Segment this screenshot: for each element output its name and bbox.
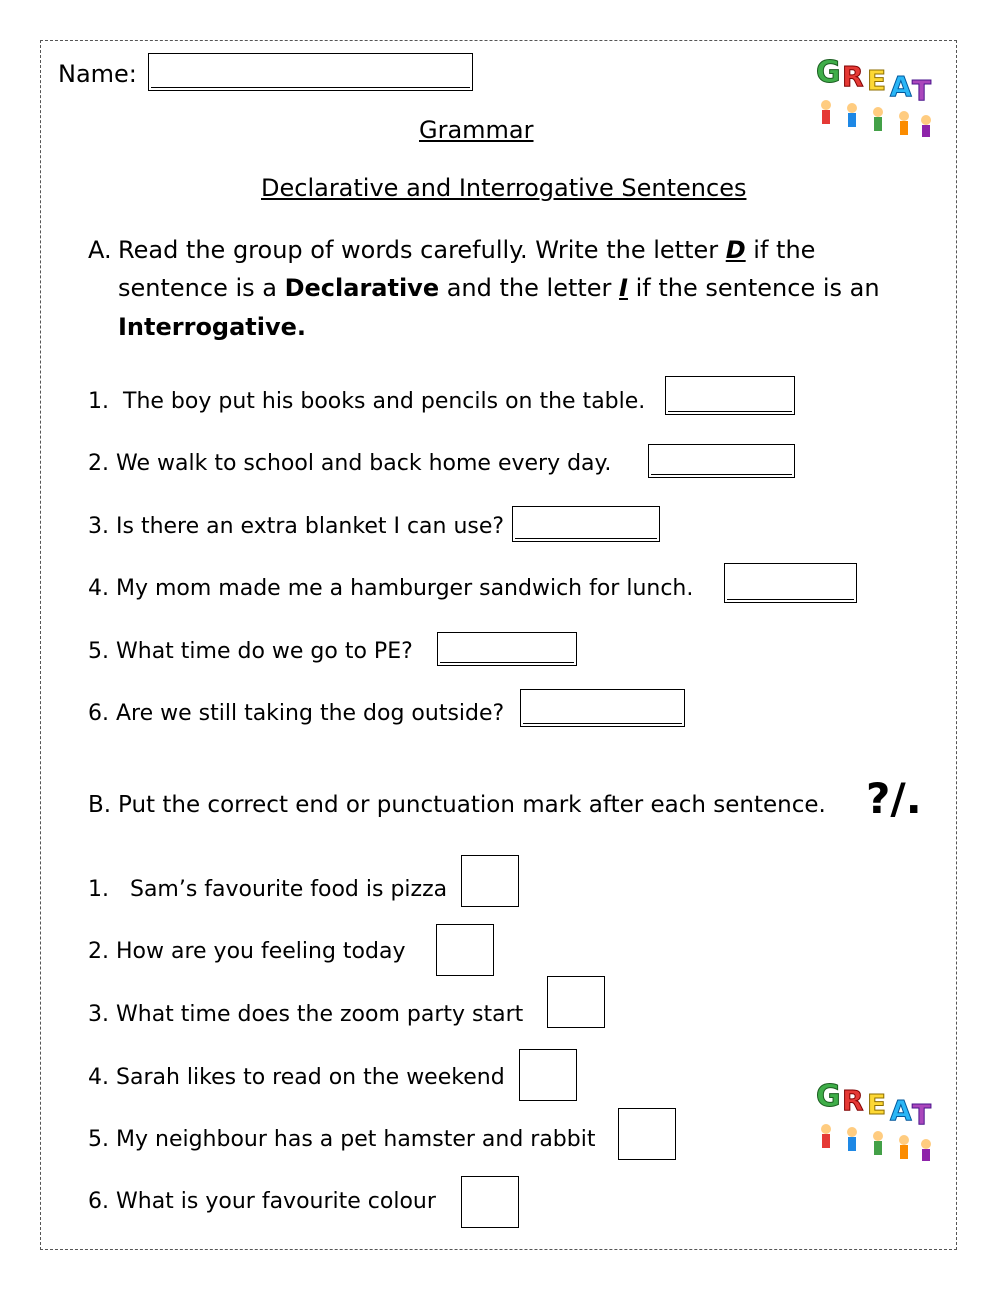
letter-i: I [619, 274, 628, 302]
list-item: 2. We walk to school and back home every day. [88, 451, 612, 476]
list-item: 5. What time do we go to PE? [88, 639, 413, 664]
svg-text:R: R [842, 1084, 864, 1117]
list-item: 4. Sarah likes to read on the weekend [88, 1065, 505, 1090]
answer-box-b5[interactable] [618, 1108, 676, 1160]
interrogative-term: Interrogative. [118, 313, 307, 341]
list-item: 3. What time does the zoom party start [88, 1002, 524, 1027]
name-input[interactable] [148, 53, 473, 91]
section-a-instruction-line2: sentence is a Declarative and the letter I if the sentence is an [118, 274, 880, 302]
svg-text:T: T [912, 74, 932, 107]
list-item: 5. My neighbour has a pet hamster and rabbit [88, 1127, 596, 1152]
section-b-instruction: Put the correct end or punctuation mark after each sentence. [118, 792, 826, 818]
answer-input-a2[interactable] [648, 444, 795, 478]
svg-text:A: A [890, 1094, 912, 1127]
letter-d: D [725, 236, 746, 264]
page-subtitle: Declarative and Interrogative Sentences [261, 174, 747, 202]
list-item: 6. Are we still taking the dog outside? [88, 701, 505, 726]
answer-input-a3[interactable] [512, 506, 660, 542]
list-item: 3. Is there an extra blanket I can use? [88, 514, 505, 539]
svg-text:T: T [912, 1098, 932, 1131]
svg-text:E: E [867, 64, 887, 97]
list-item: 2. How are you feeling today [88, 939, 406, 964]
list-item: 1. Sam’s favourite food is pizza [88, 877, 448, 902]
svg-text:A: A [890, 70, 912, 103]
section-a-marker: A. [88, 236, 112, 264]
svg-text:E: E [867, 1088, 887, 1121]
answer-box-b4[interactable] [519, 1049, 577, 1101]
answer-input-a5[interactable] [437, 632, 577, 666]
svg-text:G: G [816, 1079, 841, 1114]
answer-box-b6[interactable] [461, 1176, 519, 1228]
great-logo [812, 50, 937, 140]
list-item: 1. The boy put his books and pencils on the table. [88, 389, 646, 414]
name-label: Name: [58, 60, 137, 88]
punctuation-marks: ?/. [866, 774, 922, 823]
answer-input-a6[interactable] [520, 689, 685, 727]
page-title: Grammar [419, 116, 534, 144]
section-b-marker: B. [88, 792, 112, 818]
answer-box-b3[interactable] [547, 976, 605, 1028]
answer-input-a1[interactable] [665, 376, 795, 415]
answer-input-a4[interactable] [724, 563, 857, 603]
svg-text:R: R [842, 60, 864, 93]
answer-box-b1[interactable] [461, 855, 519, 907]
list-item: 4. My mom made me a hamburger sandwich for lunch. [88, 576, 694, 601]
section-a-instruction-line1: Read the group of words carefully. Write the letter D if the [118, 236, 816, 264]
list-item: 6. What is your favourite colour [88, 1189, 436, 1214]
svg-text:G: G [816, 55, 841, 90]
answer-box-b2[interactable] [436, 924, 494, 976]
section-a-instruction-line3 [118, 313, 306, 341]
great-logo-bottom [812, 1074, 937, 1164]
declarative-term: Declarative [284, 274, 440, 302]
